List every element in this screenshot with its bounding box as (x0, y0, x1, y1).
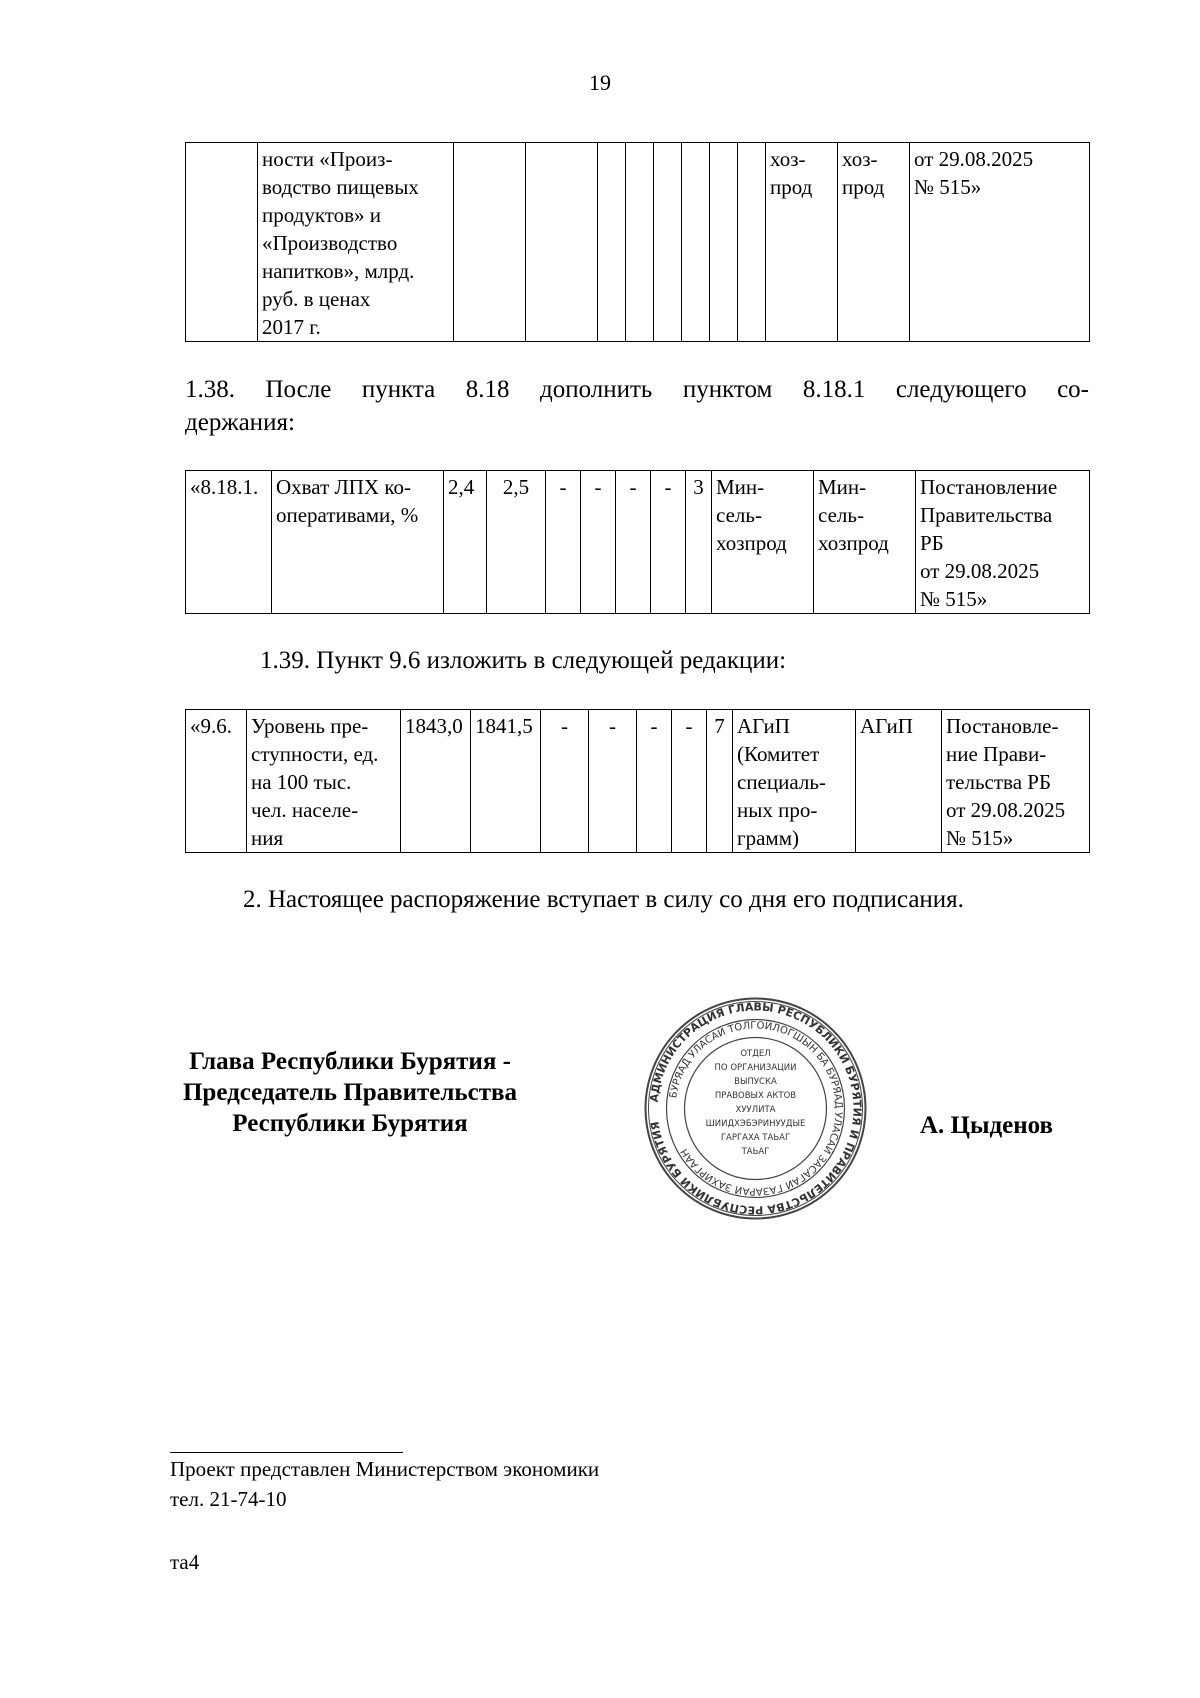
paragraph-2: 2. Настоящее распоряжение вступает в силу со дня его подписания. (243, 886, 964, 913)
cell-code: 7 (707, 710, 733, 853)
cell-value (598, 143, 626, 342)
footer-code: та4 (170, 1550, 200, 1574)
cell-value: 2,5 (487, 471, 546, 614)
cell-responsible: Мин- сель- хозпрод (814, 471, 916, 614)
official-stamp (643, 996, 868, 1221)
table-row (186, 143, 1090, 342)
cell-dash: - (581, 471, 616, 614)
cell-responsible: АГиП (856, 710, 942, 853)
cell-basis: Постановление Правительства РБ от 29.08.2025 № 515» (916, 471, 1090, 614)
cell-indicator-name: Охват ЛПХ ко- оперативами, % (272, 471, 444, 614)
stamp-center-line: ГАРГАХА ТАЬАГ (720, 1133, 791, 1143)
cell-code: 3 (686, 471, 712, 614)
cell-value (738, 143, 766, 342)
cell-value (654, 143, 682, 342)
paragraph-1-38-line1: 1.38. После пункта 8.18 дополнить пунктом 8.18.1 следующего со- (185, 376, 1089, 403)
footer-project-line: Проект представлен Министерством экономики (170, 1457, 600, 1481)
stamp-center-line: ОТДЕЛ (740, 1049, 771, 1059)
table-8-18-1 (185, 470, 1090, 614)
table-row (186, 710, 1090, 853)
cell-value (710, 143, 738, 342)
cell-dash: - (651, 471, 686, 614)
stamp-outer-text: АДМИНИСТРАЦИЯ ГЛАВЫ РЕСПУБЛИКИ БУРЯТИЯ И ПРАВИТЕЛЬСТВА РЕСПУБЛИКИ БУРЯТИЯ (647, 1000, 864, 1217)
page-number: 19 (589, 70, 611, 95)
cell-value (626, 143, 654, 342)
table-9-6 (185, 709, 1090, 853)
footnote-separator (170, 1452, 403, 1453)
cell-dash: - (589, 710, 637, 853)
cell-number: «8.18.1. (186, 471, 272, 614)
cell-value: 1841,5 (471, 710, 541, 853)
stamp-center-line: ВЫПУСКА (734, 1077, 777, 1087)
cell-value (526, 143, 598, 342)
signature-title-line: Глава Республики Бурятия - (189, 1048, 511, 1075)
footer-phone-line: тел. 21-74-10 (170, 1487, 287, 1511)
cell-responsible: хоз- прод (766, 143, 838, 342)
stamp-center-line: ХУУЛИТА (735, 1105, 776, 1115)
cell-indicator-name: ности «Произ- водство пищевых продуктов» и «Производство напитков», млрд. руб. в ценах 2017 г. (258, 143, 454, 342)
cell-number: «9.6. (186, 710, 247, 853)
cell-responsible: АГиП (Комитет специаль- ных про- грамм) (733, 710, 856, 853)
cell-responsible: Мин- сель- хозпрод (712, 471, 814, 614)
cell-dash: - (672, 710, 707, 853)
cell-value: 1843,0 (401, 710, 471, 853)
stamp-center-line: ШИИДХЭБЭРИНУУДЫЕ (705, 1119, 806, 1129)
cell-value (454, 143, 526, 342)
signature-title (150, 1046, 550, 1139)
cell-basis: от 29.08.2025 № 515» (910, 143, 1090, 342)
stamp-inner-text: БУРЯАД УЛАСАЙ ТОЛГОЙЛОГШЫН БА БУРЯАД УЛАСАЙ ЗАСАГАЙ ГАЗАРАЙ ЗАХИРГААН (668, 1020, 844, 1197)
stamp-center-line: ТАЬАГ (741, 1147, 770, 1157)
stamp-center-line: ПРАВОВЫХ АКТОВ (714, 1091, 797, 1101)
table-row (186, 471, 1090, 614)
cell-basis: Постановле- ние Прави- тельства РБ от 29.08.2025 № 515» (942, 710, 1090, 853)
cell-dash: - (637, 710, 672, 853)
cell-indicator-name: Уровень пре- ступности, ед. на 100 тыс. чел. населе- ния (247, 710, 401, 853)
signature-title-line: Республики Бурятия (232, 1110, 468, 1137)
signatory-name: А. Цыденов (920, 1112, 1054, 1139)
signature-title-line: Председатель Правительства (182, 1079, 518, 1106)
cell-dash: - (546, 471, 581, 614)
stamp-center-line: ПО ОРГАНИЗАЦИИ (714, 1063, 797, 1073)
cell-number (186, 143, 258, 342)
cell-dash: - (616, 471, 651, 614)
cell-responsible: хоз- прод (838, 143, 910, 342)
table-continuation (185, 142, 1090, 342)
paragraph-1-39: 1.39. Пункт 9.6 изложить в следующей редакции: (260, 647, 787, 674)
cell-value: 2,4 (444, 471, 487, 614)
cell-dash: - (541, 710, 589, 853)
cell-value (682, 143, 710, 342)
paragraph-1-38-line2: держания: (185, 409, 295, 436)
